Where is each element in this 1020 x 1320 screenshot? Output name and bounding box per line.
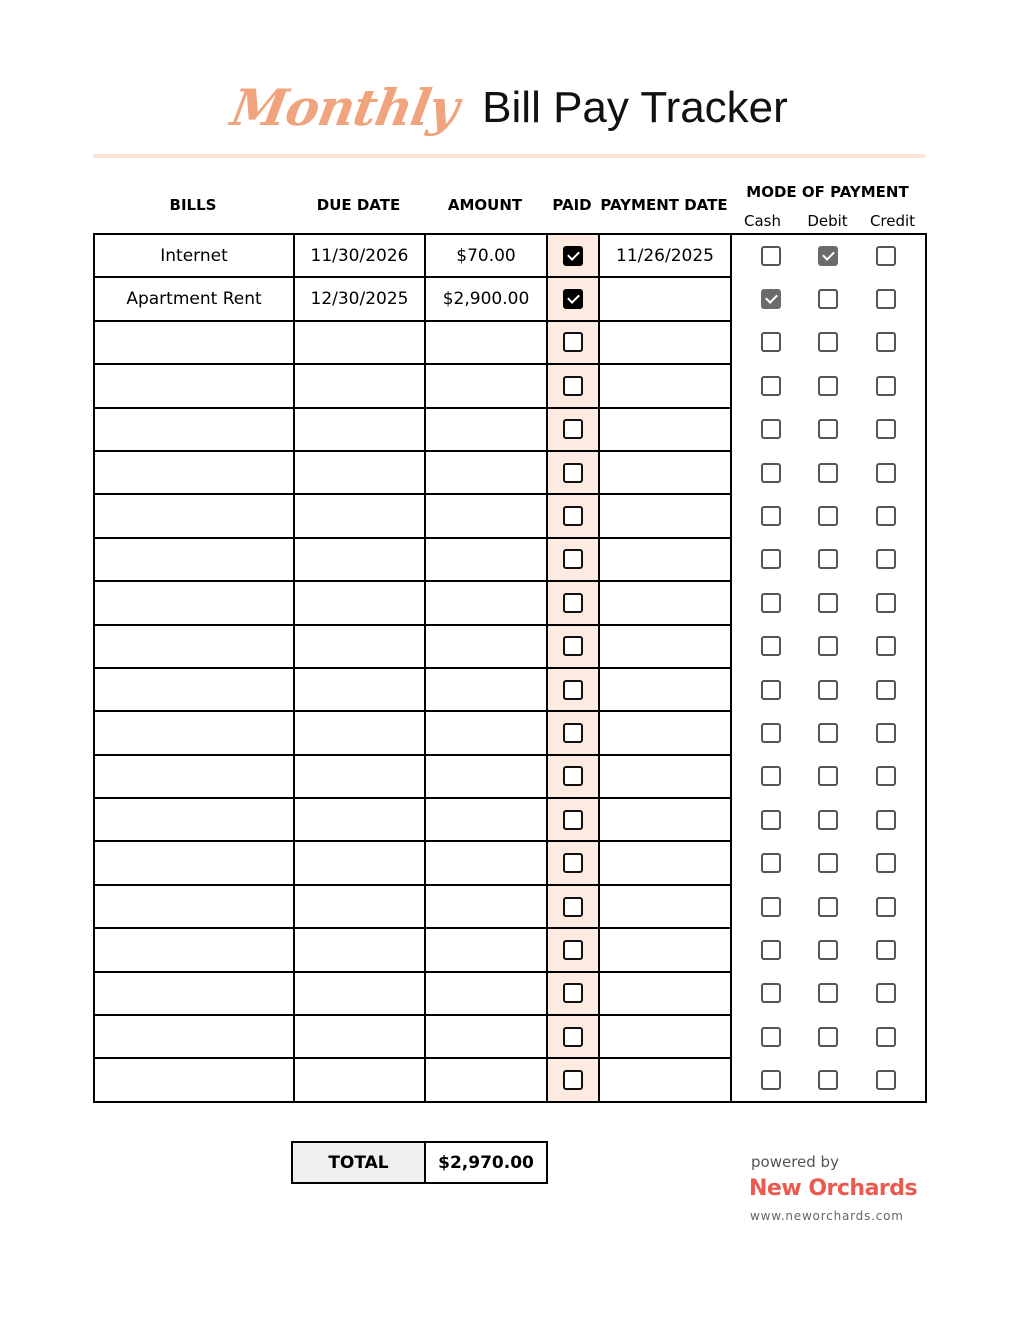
paid-checkbox[interactable] xyxy=(563,810,583,830)
header-payment-date: PAYMENT DATE xyxy=(600,196,728,214)
table-row xyxy=(94,364,926,407)
mode-cell xyxy=(731,885,926,928)
mode-cell xyxy=(731,1058,926,1101)
amount-cell[interactable] xyxy=(425,755,547,798)
cash-checkbox[interactable] xyxy=(761,376,781,396)
debit-checkbox[interactable] xyxy=(818,940,838,960)
due-date-cell[interactable] xyxy=(294,494,425,537)
mode-cell xyxy=(731,321,926,364)
payment-date-cell[interactable] xyxy=(599,711,731,754)
bill-name-cell[interactable] xyxy=(94,581,294,624)
paid-checkbox[interactable] xyxy=(563,246,583,266)
due-date-cell[interactable] xyxy=(294,538,425,581)
debit-checkbox[interactable] xyxy=(818,1070,838,1090)
header-cash: Cash xyxy=(744,212,781,230)
due-date-cell[interactable] xyxy=(294,625,425,668)
paid-cell xyxy=(547,755,599,798)
table-row xyxy=(94,841,926,884)
due-date-cell[interactable] xyxy=(294,755,425,798)
due-date-cell[interactable] xyxy=(294,581,425,624)
paid-cell xyxy=(547,798,599,841)
paid-cell xyxy=(547,538,599,581)
payment-date-cell[interactable] xyxy=(599,364,731,407)
amount-cell[interactable] xyxy=(425,408,547,451)
due-date-cell[interactable] xyxy=(294,798,425,841)
amount-cell[interactable] xyxy=(425,451,547,494)
header-mode-of-payment: MODE OF PAYMENT xyxy=(746,183,909,201)
payment-date-cell[interactable] xyxy=(599,408,731,451)
paid-cell xyxy=(547,234,599,277)
cash-checkbox[interactable] xyxy=(761,332,781,352)
amount-cell[interactable] xyxy=(425,1058,547,1101)
payment-date-cell[interactable] xyxy=(599,972,731,1015)
due-date-cell[interactable] xyxy=(294,1058,425,1101)
due-date-cell[interactable] xyxy=(294,928,425,971)
credit-checkbox[interactable] xyxy=(876,810,896,830)
debit-checkbox[interactable] xyxy=(818,723,838,743)
paid-cell xyxy=(547,1058,599,1101)
amount-cell[interactable] xyxy=(425,885,547,928)
due-date-cell[interactable] xyxy=(294,408,425,451)
bill-name-cell[interactable] xyxy=(94,494,294,537)
credit-checkbox[interactable] xyxy=(876,766,896,786)
amount-cell[interactable] xyxy=(425,972,547,1015)
due-date-cell[interactable] xyxy=(294,321,425,364)
credit-checkbox[interactable] xyxy=(876,1027,896,1047)
paid-checkbox[interactable] xyxy=(563,636,583,656)
amount-cell[interactable]: $2,900.00 xyxy=(425,277,547,320)
mode-cell xyxy=(731,364,926,407)
credit-checkbox[interactable] xyxy=(876,419,896,439)
bill-name-cell[interactable] xyxy=(94,885,294,928)
bill-name-cell[interactable] xyxy=(94,798,294,841)
table-row xyxy=(94,277,926,320)
paid-cell xyxy=(547,408,599,451)
paid-checkbox[interactable] xyxy=(563,723,583,743)
due-date-cell[interactable] xyxy=(294,668,425,711)
table-row xyxy=(94,581,926,624)
payment-date-cell[interactable] xyxy=(599,755,731,798)
payment-date-cell[interactable] xyxy=(599,928,731,971)
credit-checkbox[interactable] xyxy=(876,593,896,613)
due-date-cell[interactable] xyxy=(294,364,425,407)
amount-cell[interactable] xyxy=(425,581,547,624)
paid-cell xyxy=(547,451,599,494)
table-row xyxy=(94,451,926,494)
header-due-date: DUE DATE xyxy=(316,196,401,214)
payment-date-cell[interactable] xyxy=(599,625,731,668)
paid-checkbox[interactable] xyxy=(563,376,583,396)
paid-checkbox[interactable] xyxy=(563,332,583,352)
cash-checkbox[interactable] xyxy=(761,636,781,656)
credit-checkbox[interactable] xyxy=(876,636,896,656)
debit-checkbox[interactable] xyxy=(818,1027,838,1047)
debit-checkbox[interactable] xyxy=(818,593,838,613)
payment-date-cell[interactable] xyxy=(599,494,731,537)
paid-cell xyxy=(547,668,599,711)
paid-checkbox[interactable] xyxy=(563,419,583,439)
credit-checkbox[interactable] xyxy=(876,376,896,396)
debit-checkbox[interactable] xyxy=(818,332,838,352)
mode-cell xyxy=(731,625,926,668)
bill-name-cell[interactable] xyxy=(94,364,294,407)
amount-cell[interactable] xyxy=(425,625,547,668)
mode-cell xyxy=(731,972,926,1015)
due-date-cell[interactable] xyxy=(294,711,425,754)
mode-cell xyxy=(731,755,926,798)
debit-checkbox[interactable] xyxy=(818,983,838,1003)
debit-checkbox[interactable] xyxy=(818,376,838,396)
mode-cell xyxy=(731,538,926,581)
table-row xyxy=(94,711,926,754)
cash-checkbox[interactable] xyxy=(761,810,781,830)
cash-checkbox[interactable] xyxy=(761,1027,781,1047)
payment-date-cell[interactable] xyxy=(599,538,731,581)
bill-name-cell[interactable] xyxy=(94,972,294,1015)
amount-cell[interactable]: $70.00 xyxy=(425,234,547,277)
table-row xyxy=(94,1058,926,1101)
bill-name-cell[interactable]: Internet xyxy=(94,234,294,277)
cash-checkbox[interactable] xyxy=(761,983,781,1003)
credit-checkbox[interactable] xyxy=(876,246,896,266)
bill-name-cell[interactable] xyxy=(94,451,294,494)
bill-name-cell[interactable] xyxy=(94,321,294,364)
credit-checkbox[interactable] xyxy=(876,289,896,309)
table-row xyxy=(94,234,926,277)
credit-checkbox[interactable] xyxy=(876,1070,896,1090)
totals-row xyxy=(291,1141,548,1184)
credit-checkbox[interactable] xyxy=(876,983,896,1003)
due-date-cell[interactable] xyxy=(294,841,425,884)
table-row xyxy=(94,1015,926,1058)
paid-cell xyxy=(547,321,599,364)
debit-checkbox[interactable] xyxy=(818,419,838,439)
paid-cell xyxy=(547,364,599,407)
bill-table xyxy=(93,233,927,1103)
mode-cell xyxy=(731,841,926,884)
mode-cell xyxy=(731,668,926,711)
paid-checkbox[interactable] xyxy=(563,766,583,786)
paid-cell xyxy=(547,972,599,1015)
debit-checkbox[interactable] xyxy=(818,506,838,526)
cash-checkbox[interactable] xyxy=(761,723,781,743)
debit-checkbox[interactable] xyxy=(818,636,838,656)
credit-checkbox[interactable] xyxy=(876,332,896,352)
paid-checkbox[interactable] xyxy=(563,463,583,483)
payment-date-cell[interactable] xyxy=(599,321,731,364)
table-row xyxy=(94,668,926,711)
paid-cell xyxy=(547,625,599,668)
cash-checkbox[interactable] xyxy=(761,853,781,873)
mode-cell xyxy=(731,234,926,277)
cash-checkbox[interactable] xyxy=(761,289,781,309)
table-row xyxy=(94,538,926,581)
debit-checkbox[interactable] xyxy=(818,853,838,873)
title-divider xyxy=(93,154,925,158)
table-row xyxy=(94,928,926,971)
total-value: $2,970.00 xyxy=(425,1142,547,1183)
table-row xyxy=(94,494,926,537)
paid-cell xyxy=(547,841,599,884)
debit-checkbox[interactable] xyxy=(818,897,838,917)
amount-cell[interactable] xyxy=(425,711,547,754)
credit-checkbox[interactable] xyxy=(876,940,896,960)
paid-checkbox[interactable] xyxy=(563,983,583,1003)
mode-cell xyxy=(731,928,926,971)
table-row xyxy=(94,321,926,364)
debit-checkbox[interactable] xyxy=(818,549,838,569)
cash-checkbox[interactable] xyxy=(761,506,781,526)
amount-cell[interactable] xyxy=(425,841,547,884)
paid-cell xyxy=(547,1015,599,1058)
credit-checkbox[interactable] xyxy=(876,680,896,700)
bill-name-cell[interactable] xyxy=(94,841,294,884)
amount-cell[interactable] xyxy=(425,321,547,364)
cash-checkbox[interactable] xyxy=(761,593,781,613)
table-row xyxy=(94,408,926,451)
paid-checkbox[interactable] xyxy=(563,549,583,569)
payment-date-cell[interactable] xyxy=(599,451,731,494)
table-row xyxy=(94,625,926,668)
page-title xyxy=(0,78,1020,137)
header-bills: BILLS xyxy=(169,196,217,214)
debit-checkbox[interactable] xyxy=(818,289,838,309)
mode-cell xyxy=(731,408,926,451)
header-credit: Credit xyxy=(869,212,916,230)
brand-logo: New Orchards xyxy=(749,1176,918,1201)
mode-cell xyxy=(731,711,926,754)
amount-cell[interactable] xyxy=(425,798,547,841)
bill-name-cell[interactable] xyxy=(94,1015,294,1058)
paid-checkbox[interactable] xyxy=(563,940,583,960)
amount-cell[interactable] xyxy=(425,668,547,711)
bill-name-cell[interactable] xyxy=(94,755,294,798)
header-amount: AMOUNT xyxy=(447,196,523,214)
mode-cell xyxy=(731,798,926,841)
bill-name-cell[interactable]: Apartment Rent xyxy=(94,277,294,320)
paid-cell xyxy=(547,277,599,320)
bill-name-cell[interactable] xyxy=(94,928,294,971)
paid-checkbox[interactable] xyxy=(563,506,583,526)
table-row xyxy=(94,972,926,1015)
table-row xyxy=(94,798,926,841)
total-label: TOTAL xyxy=(292,1142,425,1183)
payment-date-cell[interactable] xyxy=(599,798,731,841)
payment-date-cell[interactable] xyxy=(599,668,731,711)
mode-cell xyxy=(731,277,926,320)
credit-checkbox[interactable] xyxy=(876,853,896,873)
mode-cell xyxy=(731,494,926,537)
paid-checkbox[interactable] xyxy=(563,853,583,873)
paid-cell xyxy=(547,928,599,971)
table-row xyxy=(94,885,926,928)
paid-checkbox[interactable] xyxy=(563,593,583,613)
payment-date-cell[interactable] xyxy=(599,1015,731,1058)
due-date-cell[interactable]: 12/30/2025 xyxy=(294,277,425,320)
paid-checkbox[interactable] xyxy=(563,897,583,917)
brand-url: www.neworchards.com xyxy=(750,1209,904,1223)
debit-checkbox[interactable] xyxy=(818,463,838,483)
cash-checkbox[interactable] xyxy=(761,463,781,483)
debit-checkbox[interactable] xyxy=(818,246,838,266)
due-date-cell[interactable] xyxy=(294,885,425,928)
cash-checkbox[interactable] xyxy=(761,246,781,266)
paid-cell xyxy=(547,494,599,537)
paid-cell xyxy=(547,711,599,754)
cash-checkbox[interactable] xyxy=(761,419,781,439)
title-main-text: Bill Pay Tracker xyxy=(482,82,788,132)
payment-date-cell[interactable] xyxy=(599,1058,731,1101)
debit-checkbox[interactable] xyxy=(818,810,838,830)
cash-checkbox[interactable] xyxy=(761,680,781,700)
mode-cell xyxy=(731,581,926,624)
payment-date-cell[interactable] xyxy=(599,841,731,884)
debit-checkbox[interactable] xyxy=(818,680,838,700)
paid-checkbox[interactable] xyxy=(563,289,583,309)
credit-checkbox[interactable] xyxy=(876,506,896,526)
cash-checkbox[interactable] xyxy=(761,1070,781,1090)
amount-cell[interactable] xyxy=(425,538,547,581)
due-date-cell[interactable] xyxy=(294,1015,425,1058)
paid-checkbox[interactable] xyxy=(563,680,583,700)
amount-cell[interactable] xyxy=(425,364,547,407)
credit-checkbox[interactable] xyxy=(876,897,896,917)
due-date-cell[interactable]: 11/30/2026 xyxy=(294,234,425,277)
table-row xyxy=(94,755,926,798)
bill-name-cell[interactable] xyxy=(94,711,294,754)
cash-checkbox[interactable] xyxy=(761,940,781,960)
paid-checkbox[interactable] xyxy=(563,1027,583,1047)
due-date-cell[interactable] xyxy=(294,972,425,1015)
powered-by-text: powered by xyxy=(751,1153,839,1171)
bill-name-cell[interactable] xyxy=(94,668,294,711)
mode-cell xyxy=(731,451,926,494)
amount-cell[interactable] xyxy=(425,494,547,537)
amount-cell[interactable] xyxy=(425,1015,547,1058)
bill-name-cell[interactable] xyxy=(94,1058,294,1101)
credit-checkbox[interactable] xyxy=(876,723,896,743)
debit-checkbox[interactable] xyxy=(818,766,838,786)
payment-date-cell[interactable] xyxy=(599,277,731,320)
paid-checkbox[interactable] xyxy=(563,1070,583,1090)
mode-cell xyxy=(731,1015,926,1058)
paid-cell xyxy=(547,581,599,624)
header-paid: PAID xyxy=(552,196,592,214)
due-date-cell[interactable] xyxy=(294,451,425,494)
amount-cell[interactable] xyxy=(425,928,547,971)
cash-checkbox[interactable] xyxy=(761,897,781,917)
paid-cell xyxy=(547,885,599,928)
title-script-word: Monthly xyxy=(226,78,463,137)
payment-date-cell[interactable]: 11/26/2025 xyxy=(599,234,731,277)
cash-checkbox[interactable] xyxy=(761,549,781,569)
bill-name-cell[interactable] xyxy=(94,408,294,451)
bill-name-cell[interactable] xyxy=(94,625,294,668)
payment-date-cell[interactable] xyxy=(599,581,731,624)
header-debit: Debit xyxy=(807,212,848,230)
credit-checkbox[interactable] xyxy=(876,463,896,483)
payment-date-cell[interactable] xyxy=(599,885,731,928)
bill-name-cell[interactable] xyxy=(94,538,294,581)
cash-checkbox[interactable] xyxy=(761,766,781,786)
credit-checkbox[interactable] xyxy=(876,549,896,569)
